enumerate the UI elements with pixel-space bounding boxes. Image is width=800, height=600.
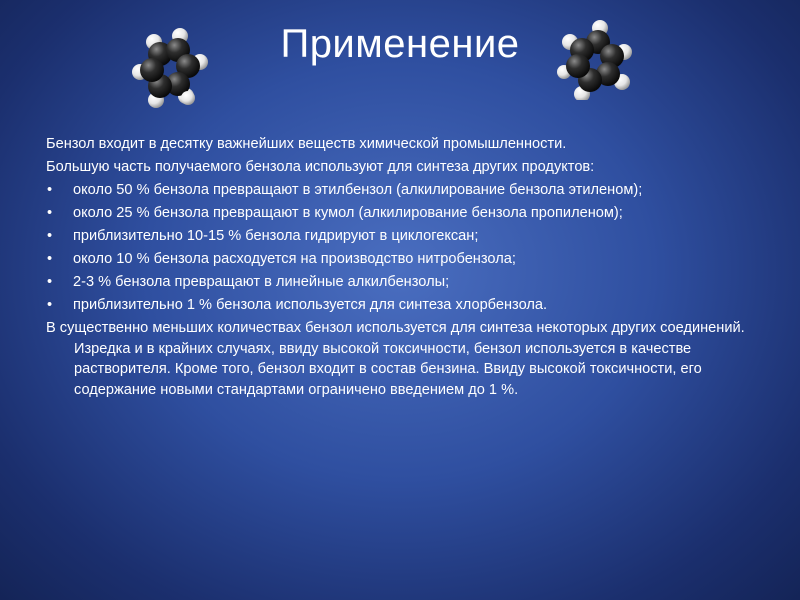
list-item: [46, 180, 746, 201]
list-item-text: приблизительно 1 % бензола используется для синтеза хлорбензола.: [73, 297, 548, 313]
list-item-text: 2-3 % бензола превращают в линейные алкилбензолы;: [73, 274, 450, 290]
bullet-icon: •: [47, 228, 53, 244]
list-item-text: около 25 % бензола превращают в кумол (алкилирование бензола пропиленом);: [73, 205, 623, 221]
slide-body: [46, 134, 746, 403]
closing-paragraph: В существенно меньших количествах бензол используется для синтеза некоторых других соединений. Изредка и в крайних случаях, ввиду высокой токсичности, бензол используется в качестве растворителя. Кроме того, бензол входит в состав бензина. Ввиду высокой токсичности, его содержание новыми стандартами ограничено введением до 1 %.: [46, 320, 745, 398]
bullet-icon: •: [47, 274, 53, 290]
intro-line: Большую часть получаемого бензола используют для синтеза других продуктов:: [46, 159, 595, 175]
list-item: [46, 249, 746, 270]
bullet-icon: •: [47, 205, 53, 221]
list-item: [46, 203, 746, 224]
list-item: [46, 226, 746, 247]
list-item-text: приблизительно 10-15 % бензола гидрируют в циклогексан;: [73, 228, 479, 244]
bullet-icon: •: [47, 297, 53, 313]
list-item: [46, 295, 746, 316]
usage-list: [46, 180, 746, 316]
bullet-icon: •: [47, 182, 53, 198]
list-item-text: около 50 % бензола превращают в этилбензол (алкилирование бензола этиленом);: [73, 182, 643, 198]
list-item-text: около 10 % бензола расходуется на производство нитробензола;: [73, 251, 516, 267]
list-item: [46, 272, 746, 293]
intro-line: Бензол входит в десятку важнейших веществ химической промышленности.: [46, 136, 567, 152]
bullet-icon: •: [47, 251, 53, 267]
slide-title: Применение: [280, 22, 520, 66]
